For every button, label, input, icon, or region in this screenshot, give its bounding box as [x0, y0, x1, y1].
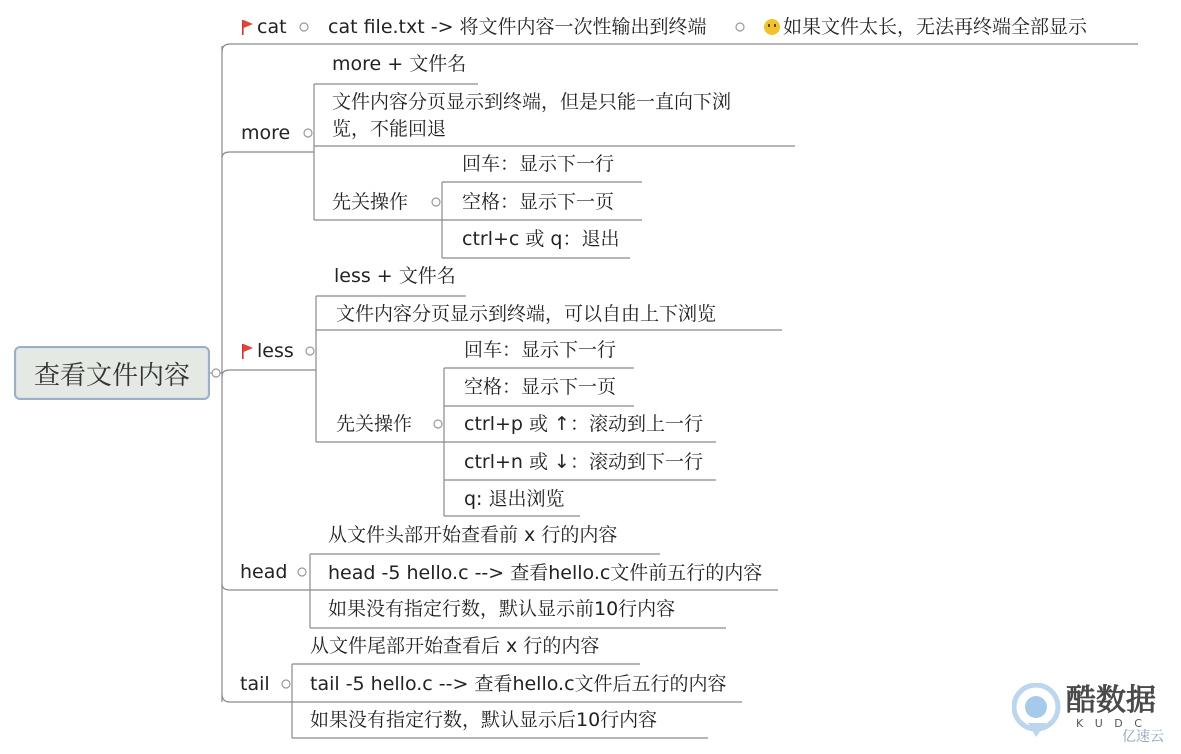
root-node[interactable] [14, 346, 210, 400]
branch-tail[interactable]: tail [240, 673, 270, 695]
branch-cat-label: cat [257, 16, 287, 38]
tail-item: tail -5 hello.c --> 查看hello.c文件后五行的内容 [310, 673, 727, 695]
cat-note [764, 15, 1087, 39]
less-desc: 文件内容分页显示到终端，可以自由上下浏览 [336, 303, 717, 325]
branch-head[interactable]: head [240, 561, 288, 583]
watermark-sub: K U D C [1076, 717, 1146, 730]
head-item: 从文件头部开始查看前 x 行的内容 [328, 524, 618, 546]
more-op-item: 空格：显示下一页 [462, 191, 615, 213]
more-op-item: 回车：显示下一行 [462, 153, 615, 175]
more-desc-line1: 文件内容分页显示到终端，但是只能一直向下浏 [332, 91, 732, 113]
less-op-item: q: 退出浏览 [464, 488, 565, 510]
root-label: 查看文件内容 [33, 360, 190, 391]
tail-item: 从文件尾部开始查看后 x 行的内容 [310, 635, 600, 657]
head-item: 如果没有指定行数，默认显示前10行内容 [328, 598, 676, 620]
cat-note-text: 如果文件太长，无法再终端全部显示 [783, 16, 1088, 38]
less-op-item: 回车：显示下一行 [464, 339, 617, 361]
head-item: head -5 hello.c --> 查看hello.c文件前五行的内容 [328, 562, 763, 584]
less-ops-label[interactable]: 先关操作 [336, 413, 413, 435]
flag-icon [242, 20, 253, 34]
branch-less[interactable] [242, 339, 294, 363]
more-ops-label[interactable]: 先关操作 [332, 191, 409, 213]
crying-face-icon [764, 19, 780, 35]
branch-more[interactable]: more [241, 122, 291, 144]
cat-desc: cat file.txt -> 将文件内容一次性输出到终端 [328, 16, 707, 38]
less-usage: less + 文件名 [334, 265, 456, 287]
more-usage: more + 文件名 [332, 53, 467, 75]
less-op-item: ctrl+p 或 ↑：滚动到上一行 [464, 413, 703, 435]
tail-item: 如果没有指定行数，默认显示后10行内容 [310, 709, 658, 731]
more-op-item: ctrl+c 或 q：退出 [462, 228, 620, 250]
watermark-site: 亿速云 [1122, 729, 1164, 745]
less-op-item: ctrl+n 或 ↓：滚动到下一行 [464, 451, 703, 473]
watermark [1012, 683, 1172, 749]
watermark-brand: 酷数据 [1066, 683, 1156, 718]
branch-less-label: less [257, 340, 294, 362]
less-op-item: 空格：显示下一页 [464, 376, 617, 398]
branch-cat[interactable] [242, 15, 287, 39]
flag-icon [242, 344, 253, 358]
more-desc-line2: 览，不能回退 [332, 118, 447, 140]
